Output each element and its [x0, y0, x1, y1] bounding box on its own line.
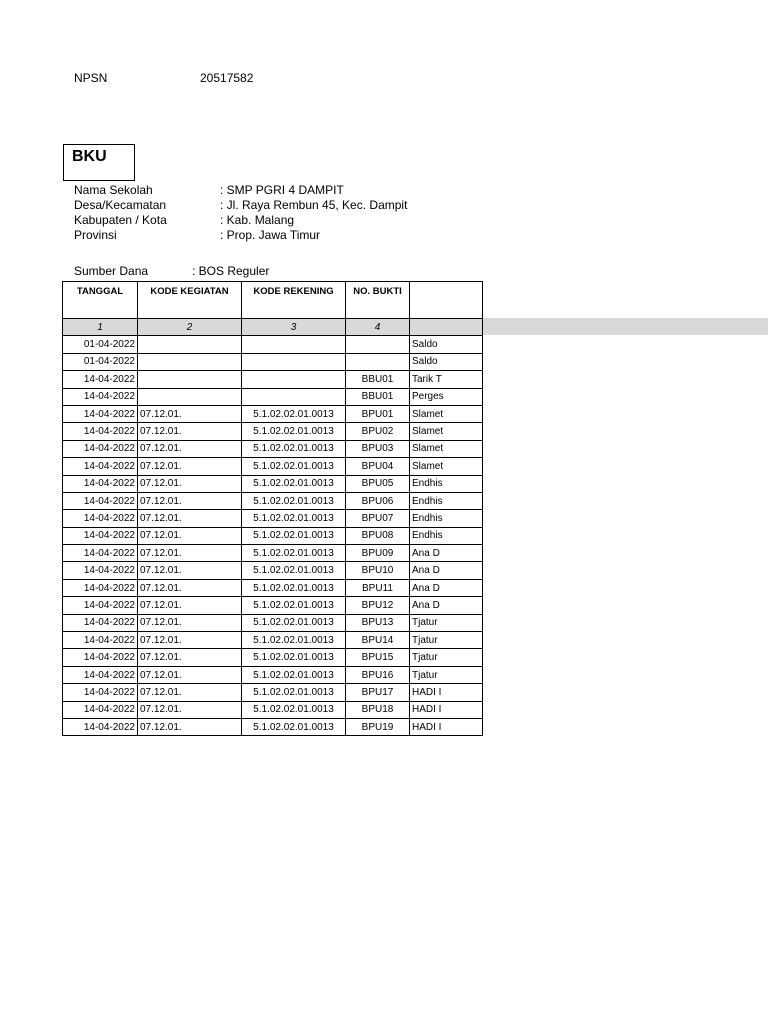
- cell-account-code: 5.1.02.02.01.0013: [242, 718, 346, 735]
- cell-account-code: 5.1.02.02.01.0013: [242, 684, 346, 701]
- table-row: [63, 701, 483, 718]
- cell-description: Ana D: [410, 562, 483, 579]
- cell-description: Ana D: [410, 597, 483, 614]
- cell-receipt-number: BPU12: [346, 597, 410, 614]
- cell-date: 14-04-2022: [63, 440, 138, 457]
- cell-account-code: 5.1.02.02.01.0013: [242, 475, 346, 492]
- cell-activity-code: 07.12.01.: [138, 492, 242, 509]
- cell-date: 14-04-2022: [63, 475, 138, 492]
- column-number-row: [63, 319, 483, 336]
- cell-activity-code: 07.12.01.: [138, 684, 242, 701]
- cell-description: HADI I: [410, 684, 483, 701]
- cell-receipt-number: BPU15: [346, 649, 410, 666]
- cell-account-code: 5.1.02.02.01.0013: [242, 527, 346, 544]
- cell-date: 14-04-2022: [63, 388, 138, 405]
- cell-date: 14-04-2022: [63, 666, 138, 683]
- cell-receipt-number: BBU01: [346, 371, 410, 388]
- fund-label: Sumber Dana: [74, 264, 149, 278]
- table-row: [63, 423, 483, 440]
- cell-description: Slamet: [410, 405, 483, 422]
- cell-activity-code: 07.12.01.: [138, 701, 242, 718]
- table-row: [63, 684, 483, 701]
- cell-activity-code: 07.12.01.: [138, 527, 242, 544]
- cell-activity-code: 07.12.01.: [138, 666, 242, 683]
- cell-activity-code: 07.12.01.: [138, 405, 242, 422]
- bku-title-box: [63, 144, 135, 181]
- cell-description: Endhis: [410, 475, 483, 492]
- table-row: [63, 527, 483, 544]
- ledger-body: [63, 319, 483, 736]
- cell-activity-code: 07.12.01.: [138, 458, 242, 475]
- cell-date: 14-04-2022: [63, 458, 138, 475]
- cell-activity-code: [138, 388, 242, 405]
- info-label: Kabupaten / Kota: [74, 213, 167, 227]
- table-row: [63, 475, 483, 492]
- column-number: [410, 319, 483, 336]
- info-value: : SMP PGRI 4 DAMPIT: [220, 183, 344, 197]
- cell-description: Endhis: [410, 510, 483, 527]
- column-header-account-code: KODE REKENING: [242, 282, 346, 319]
- cell-activity-code: 07.12.01.: [138, 579, 242, 596]
- column-header-receipt-number: NO. BUKTI: [346, 282, 410, 319]
- cell-receipt-number: BPU07: [346, 510, 410, 527]
- table-row: [63, 458, 483, 475]
- cell-account-code: 5.1.02.02.01.0013: [242, 458, 346, 475]
- cell-activity-code: 07.12.01.: [138, 597, 242, 614]
- cell-activity-code: 07.12.01.: [138, 562, 242, 579]
- cell-account-code: 5.1.02.02.01.0013: [242, 492, 346, 509]
- cell-date: 14-04-2022: [63, 371, 138, 388]
- table-row: [63, 388, 483, 405]
- cell-description: Saldo: [410, 353, 483, 370]
- info-value: : Jl. Raya Rembun 45, Kec. Dampit: [220, 198, 408, 212]
- cell-account-code: 5.1.02.02.01.0013: [242, 545, 346, 562]
- cell-receipt-number: BPU14: [346, 632, 410, 649]
- cell-account-code: 5.1.02.02.01.0013: [242, 562, 346, 579]
- cell-description: Tjatur: [410, 614, 483, 631]
- cell-account-code: 5.1.02.02.01.0013: [242, 632, 346, 649]
- cell-activity-code: 07.12.01.: [138, 649, 242, 666]
- cell-date: 14-04-2022: [63, 597, 138, 614]
- cell-receipt-number: BPU08: [346, 527, 410, 544]
- cell-activity-code: 07.12.01.: [138, 718, 242, 735]
- cell-receipt-number: BPU10: [346, 562, 410, 579]
- cell-activity-code: 07.12.01.: [138, 614, 242, 631]
- cell-date: 14-04-2022: [63, 405, 138, 422]
- cell-description: Slamet: [410, 458, 483, 475]
- cell-account-code: [242, 336, 346, 353]
- table-row: [63, 718, 483, 735]
- table-row: [63, 353, 483, 370]
- page-title: BKU: [72, 148, 107, 165]
- npsn-label: NPSN: [74, 71, 108, 85]
- cell-date: 14-04-2022: [63, 649, 138, 666]
- table-row: [63, 492, 483, 509]
- column-number: 2: [138, 319, 242, 336]
- cell-description: HADI I: [410, 701, 483, 718]
- fund-value: : BOS Reguler: [192, 264, 270, 278]
- cell-account-code: 5.1.02.02.01.0013: [242, 423, 346, 440]
- cell-receipt-number: BPU02: [346, 423, 410, 440]
- cell-receipt-number: BPU06: [346, 492, 410, 509]
- cell-description: Slamet: [410, 423, 483, 440]
- cell-activity-code: 07.12.01.: [138, 475, 242, 492]
- table-row: [63, 336, 483, 353]
- table-row: [63, 632, 483, 649]
- column-number: 1: [63, 319, 138, 336]
- cell-account-code: 5.1.02.02.01.0013: [242, 614, 346, 631]
- cell-account-code: 5.1.02.02.01.0013: [242, 701, 346, 718]
- cell-activity-code: 07.12.01.: [138, 510, 242, 527]
- cell-date: 14-04-2022: [63, 614, 138, 631]
- cell-description: Endhis: [410, 492, 483, 509]
- column-number-band: [439, 318, 768, 335]
- cell-receipt-number: BPU04: [346, 458, 410, 475]
- cell-description: Saldo: [410, 336, 483, 353]
- cell-receipt-number: BPU13: [346, 614, 410, 631]
- cell-account-code: 5.1.02.02.01.0013: [242, 666, 346, 683]
- cell-account-code: [242, 388, 346, 405]
- cell-account-code: [242, 353, 346, 370]
- table-row: [63, 649, 483, 666]
- cell-receipt-number: BPU11: [346, 579, 410, 596]
- table-row: [63, 666, 483, 683]
- table-row: [63, 371, 483, 388]
- cell-activity-code: 07.12.01.: [138, 440, 242, 457]
- cell-receipt-number: [346, 336, 410, 353]
- info-label: Provinsi: [74, 228, 117, 242]
- cell-receipt-number: BPU09: [346, 545, 410, 562]
- cell-account-code: 5.1.02.02.01.0013: [242, 579, 346, 596]
- cell-date: 14-04-2022: [63, 423, 138, 440]
- cell-date: 14-04-2022: [63, 545, 138, 562]
- cell-account-code: 5.1.02.02.01.0013: [242, 405, 346, 422]
- cell-receipt-number: BPU05: [346, 475, 410, 492]
- cell-account-code: 5.1.02.02.01.0013: [242, 597, 346, 614]
- table-header-row: [63, 282, 483, 319]
- cell-date: 14-04-2022: [63, 527, 138, 544]
- cell-receipt-number: BBU01: [346, 388, 410, 405]
- cell-description: Tjatur: [410, 666, 483, 683]
- cell-date: 14-04-2022: [63, 492, 138, 509]
- cell-account-code: 5.1.02.02.01.0013: [242, 649, 346, 666]
- table-row: [63, 562, 483, 579]
- cell-activity-code: 07.12.01.: [138, 545, 242, 562]
- column-number: 3: [242, 319, 346, 336]
- cell-description: Ana D: [410, 545, 483, 562]
- cell-date: 14-04-2022: [63, 562, 138, 579]
- cell-receipt-number: BPU19: [346, 718, 410, 735]
- cell-activity-code: 07.12.01.: [138, 632, 242, 649]
- cell-date: 01-04-2022: [63, 336, 138, 353]
- cell-date: 14-04-2022: [63, 579, 138, 596]
- cell-receipt-number: BPU18: [346, 701, 410, 718]
- cell-description: Perges: [410, 388, 483, 405]
- cell-activity-code: [138, 371, 242, 388]
- column-number: 4: [346, 319, 410, 336]
- fund-source: [74, 264, 270, 278]
- info-value: : Kab. Malang: [220, 213, 295, 227]
- table-row: [63, 597, 483, 614]
- column-header-description: [410, 282, 483, 319]
- cell-receipt-number: BPU01: [346, 405, 410, 422]
- info-label: Nama Sekolah: [74, 183, 153, 197]
- info-value: : Prop. Jawa Timur: [220, 228, 321, 242]
- cell-account-code: [242, 371, 346, 388]
- column-header-activity-code: KODE KEGIATAN: [138, 282, 242, 319]
- cell-description: Tjatur: [410, 632, 483, 649]
- ledger-table-wrapper: [62, 281, 444, 736]
- ledger-table: [62, 281, 483, 736]
- info-label: Desa/Kecamatan: [74, 198, 167, 212]
- cell-account-code: 5.1.02.02.01.0013: [242, 440, 346, 457]
- cell-receipt-number: BPU17: [346, 684, 410, 701]
- cell-description: Endhis: [410, 527, 483, 544]
- cell-date: 14-04-2022: [63, 510, 138, 527]
- cell-description: HADI I: [410, 718, 483, 735]
- cell-date: 14-04-2022: [63, 632, 138, 649]
- cell-account-code: 5.1.02.02.01.0013: [242, 510, 346, 527]
- cell-description: Ana D: [410, 579, 483, 596]
- cell-activity-code: 07.12.01.: [138, 423, 242, 440]
- table-row: [63, 405, 483, 422]
- column-header-date: TANGGAL: [63, 282, 138, 319]
- table-row: [63, 614, 483, 631]
- cell-receipt-number: [346, 353, 410, 370]
- cell-date: 01-04-2022: [63, 353, 138, 370]
- cell-activity-code: [138, 336, 242, 353]
- cell-date: 14-04-2022: [63, 684, 138, 701]
- cell-date: 14-04-2022: [63, 718, 138, 735]
- cell-activity-code: [138, 353, 242, 370]
- cell-description: Slamet: [410, 440, 483, 457]
- cell-date: 14-04-2022: [63, 701, 138, 718]
- table-row: [63, 545, 483, 562]
- table-row: [63, 510, 483, 527]
- cell-receipt-number: BPU03: [346, 440, 410, 457]
- table-row: [63, 440, 483, 457]
- cell-receipt-number: BPU16: [346, 666, 410, 683]
- npsn-value: 20517582: [200, 71, 254, 85]
- cell-description: Tarik T: [410, 371, 483, 388]
- table-row: [63, 579, 483, 596]
- cell-description: Tjatur: [410, 649, 483, 666]
